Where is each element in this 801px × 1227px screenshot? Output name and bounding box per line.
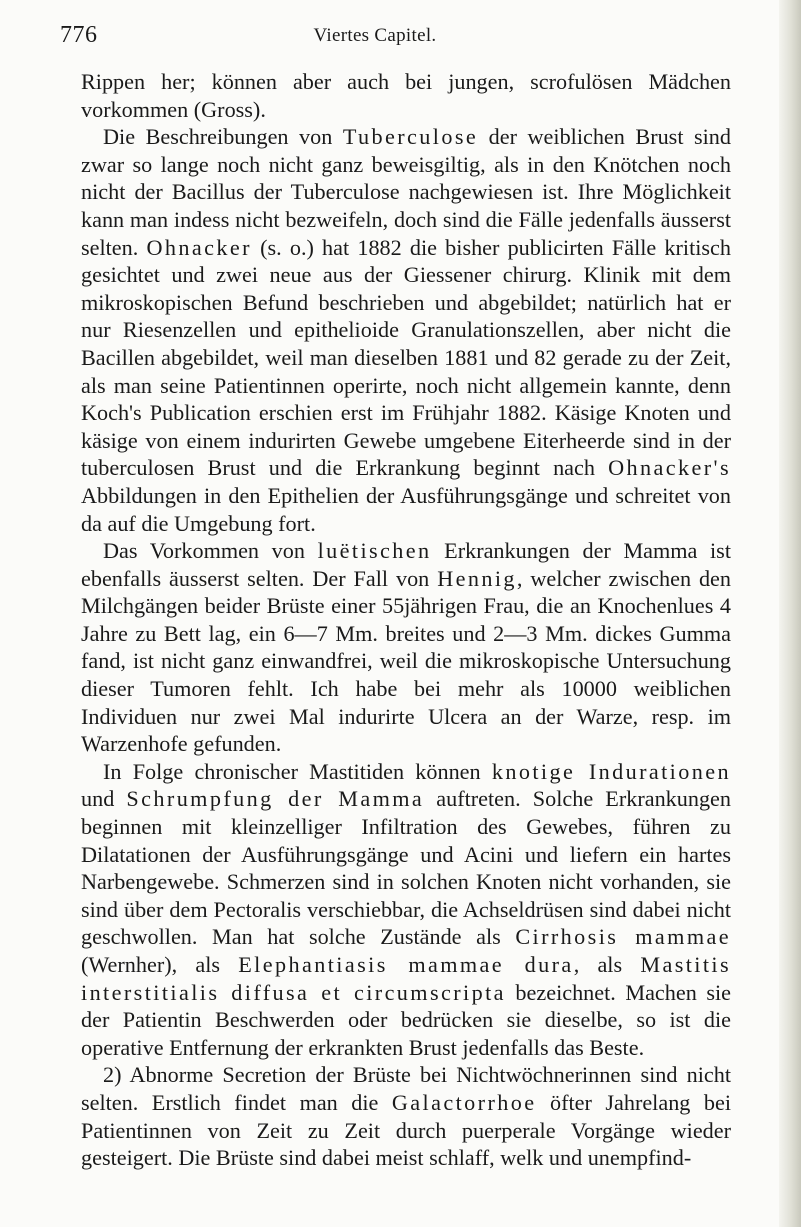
text-run: (s. o.) hat 1882 die bisher publicirten Fälle kritisch gesichtet und zwei neue aus der Giessener chirurg. Klinik mit dem mikroskopischen Befund beschrieben und abgebildet; natürlich hat er nur Riesenzellen und epithelioide Granulationszellen, aber nicht die Bacillen abgebildet, weil man dieselben 1881 und 82 gerade zu der Zeit, als man seine Patientinnen operirte, noch nicht allgemein kannte, denn Koch's Publication erschien erst im Frühjahr 1882. Käsige Knoten und käsige von einem indurirten Gewebe umgebene Eiterheerde sind in der tuberculosen Brust und die Erkrankung beginnt nach <box>81 234 731 481</box>
emphasized-term: knotige Indurationen <box>491 758 731 784</box>
emphasized-term: Ohnacker <box>146 234 252 260</box>
page-edge-shadow <box>779 0 801 1227</box>
text-run: Erkrankungen der Mamma ist ebenfalls äusserst selten. Der Fall von <box>81 538 731 591</box>
emphasized-term: Cirrhosis mammae <box>515 924 731 950</box>
text-run: In Folge chronischer Mastitiden können <box>103 758 492 784</box>
text-run: Rippen her; können aber auch bei jungen, scrofulösen Mädchen vorkommen (Gross). <box>81 69 731 122</box>
body-text <box>81 68 731 1172</box>
text-run: Das Vorkommen von <box>103 538 318 564</box>
paragraph <box>81 758 731 1062</box>
text-run: 2) Abnorme Secretion der Brüste bei Nichtwöchnerinnen sind nicht selten. Erstlich findet man die <box>81 1062 731 1115</box>
emphasized-term: Hennig <box>437 565 517 591</box>
emphasized-term: Mastitis interstitialis diffusa et circumscripta <box>81 952 732 1005</box>
emphasized-term: luëtischen <box>317 538 432 564</box>
running-title: Viertes Capitel. <box>313 25 437 46</box>
page-header <box>60 16 740 56</box>
paragraph <box>81 1061 731 1171</box>
paragraph <box>81 123 731 537</box>
page-number: 776 <box>60 22 98 48</box>
emphasized-term: Tuberculose <box>342 124 479 150</box>
text-run: (Wernher), als <box>81 952 239 977</box>
emphasized-term: Galactorrhoe <box>391 1089 537 1115</box>
paragraph <box>81 68 731 123</box>
emphasized-term: Schrumpfung der Mamma <box>126 786 425 812</box>
text-run: Die Beschreibungen von <box>103 124 343 150</box>
paragraph <box>81 537 731 758</box>
text-run: auftreten. Solche Erkrankungen beginnen mit kleinzelliger Infiltration des Gewebes, führen zu Dilatationen der Ausführungsgänge und Acini und liefern ein hartes Narbengewebe. Schmerzen sind in solchen Knoten nicht vorhanden, sie sind über dem Pectoralis verschiebbar, die Achseldrüsen sind dabei nicht geschwollen. Man hat solche Zustände als <box>81 786 731 950</box>
text-run: Abbildungen in den Epithelien der Ausführungsgänge und schreitet von da auf die Umgebung fort. <box>81 482 731 536</box>
text-run: der weiblichen Brust sind zwar so lange noch nicht ganz beweisgiltig, als in den Knötchen noch nicht der Bacillus der Tuberculose nachgewiesen ist. Ihre Möglichkeit kann man indess nicht bezweifeln, doch sind die Fälle jedenfalls äusserst selten. <box>81 124 731 260</box>
text-run: und <box>81 786 127 812</box>
text-run: , welcher zwischen den Milchgängen beider Brüste einer 55jährigen Frau, die an Knochenlues 4 Jahre zu Bett lag, ein 6—7 Mm. breites und 2—3 Mm. dickes Gumma fand, ist nicht ganz einwandfrei, weil die mikroskopische Untersuchung dieser Tumoren fehlt. Ich habe bei mehr als 10000 weiblichen Individuen nur zwei Mal indurirte Ulcera an der Warze, resp. im Warzenhofe gefunden. <box>81 565 731 757</box>
text-run: bezeichnet. Machen sie der Patientin Beschwerden oder bedrücken sie dieselbe, so ist die operative Entfernung der erkrankten Brust jedenfalls das Beste. <box>81 979 731 1060</box>
text-run: , als <box>573 952 641 977</box>
text-run: öfter Jahrelang bei Patientinnen von Zeit zu Zeit durch puerperale Vorgänge wieder gesteigert. Die Brüste sind dabei meist schlaff, welk und unempfind- <box>81 1089 731 1171</box>
emphasized-term: Ohnacker's <box>608 455 731 481</box>
emphasized-term: Elephantiasis mammae dura <box>238 952 574 977</box>
